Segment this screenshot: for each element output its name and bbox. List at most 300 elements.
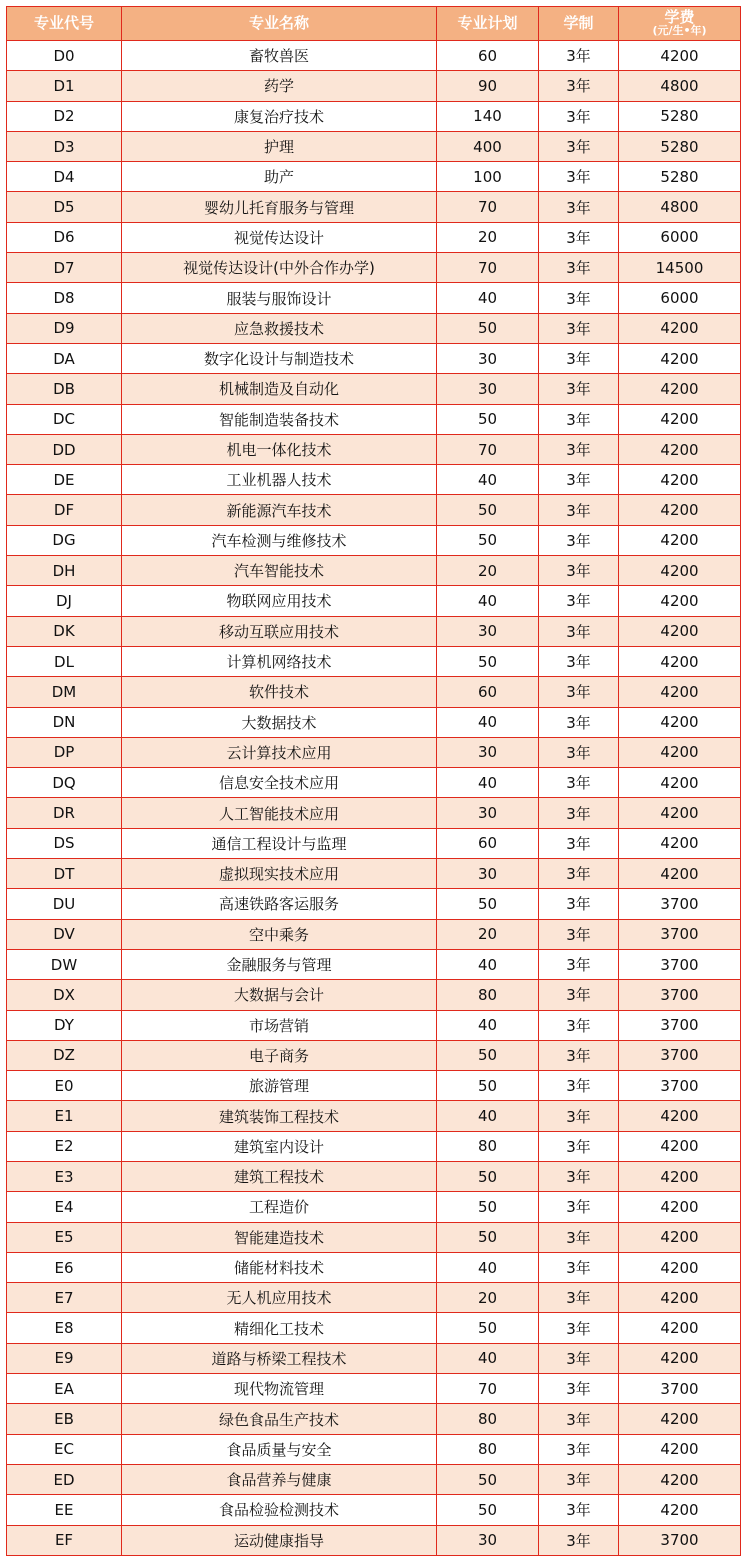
cell-code: DW [7,949,122,979]
cell-duration: 3年 [539,131,619,161]
cell-plan: 80 [437,980,539,1010]
table-row [7,677,741,707]
cell-fee: 4200 [619,768,741,798]
table-row [7,1161,741,1191]
cell-name: 市场营销 [122,1010,437,1040]
cell-fee: 4200 [619,41,741,71]
cell-fee: 5280 [619,101,741,131]
cell-code: E0 [7,1071,122,1101]
cell-fee: 3700 [619,1010,741,1040]
cell-name: 药学 [122,71,437,101]
cell-fee: 3700 [619,949,741,979]
header-name: 专业名称 [122,7,437,41]
cell-code: DM [7,677,122,707]
cell-code: D7 [7,253,122,283]
cell-fee: 4200 [619,616,741,646]
cell-name: 视觉传达设计(中外合作办学) [122,253,437,283]
table-row [7,1464,741,1494]
cell-plan: 40 [437,283,539,313]
cell-code: DZ [7,1040,122,1070]
table-row [7,1525,741,1555]
cell-name: 智能制造装备技术 [122,404,437,434]
cell-code: DH [7,556,122,586]
table-row [7,192,741,222]
cell-duration: 3年 [539,313,619,343]
cell-plan: 50 [437,404,539,434]
cell-duration: 3年 [539,1464,619,1494]
cell-name: 建筑室内设计 [122,1131,437,1161]
cell-code: DC [7,404,122,434]
cell-duration: 3年 [539,1525,619,1555]
cell-code: E7 [7,1283,122,1313]
cell-duration: 3年 [539,768,619,798]
cell-name: 数字化设计与制造技术 [122,343,437,373]
cell-plan: 50 [437,1192,539,1222]
table-row [7,434,741,464]
header-fee-unit: (元/生•年) [652,24,707,37]
cell-code: D1 [7,71,122,101]
cell-plan: 40 [437,1252,539,1282]
cell-code: DT [7,859,122,889]
cell-duration: 3年 [539,1101,619,1131]
table-row [7,131,741,161]
majors-table-container [6,6,740,1556]
table-row [7,616,741,646]
cell-name: 金融服务与管理 [122,949,437,979]
cell-fee: 6000 [619,283,741,313]
cell-plan: 80 [437,1131,539,1161]
cell-duration: 3年 [539,1071,619,1101]
cell-plan: 50 [437,525,539,555]
cell-code: DR [7,798,122,828]
cell-duration: 3年 [539,859,619,889]
cell-duration: 3年 [539,1040,619,1070]
cell-plan: 30 [437,737,539,767]
cell-plan: 70 [437,192,539,222]
cell-fee: 3700 [619,1071,741,1101]
cell-code: EA [7,1374,122,1404]
cell-fee: 4200 [619,434,741,464]
cell-plan: 140 [437,101,539,131]
cell-duration: 3年 [539,1010,619,1040]
cell-name: 食品检验检测技术 [122,1495,437,1525]
cell-name: 应急救援技术 [122,313,437,343]
cell-plan: 60 [437,828,539,858]
cell-name: 信息安全技术应用 [122,768,437,798]
cell-plan: 100 [437,162,539,192]
cell-plan: 20 [437,1283,539,1313]
cell-code: DG [7,525,122,555]
cell-fee: 4200 [619,1192,741,1222]
table-row [7,889,741,919]
cell-code: EE [7,1495,122,1525]
cell-name: 云计算技术应用 [122,737,437,767]
cell-fee: 4200 [619,737,741,767]
cell-code: D5 [7,192,122,222]
cell-name: 移动互联应用技术 [122,616,437,646]
cell-code: DB [7,374,122,404]
cell-name: 护理 [122,131,437,161]
cell-plan: 80 [437,1434,539,1464]
cell-duration: 3年 [539,374,619,404]
cell-duration: 3年 [539,556,619,586]
table-row [7,283,741,313]
cell-duration: 3年 [539,1252,619,1282]
cell-plan: 20 [437,556,539,586]
table-row [7,1434,741,1464]
cell-name: 大数据技术 [122,707,437,737]
cell-fee: 3700 [619,889,741,919]
table-row [7,41,741,71]
cell-code: DU [7,889,122,919]
cell-plan: 30 [437,798,539,828]
cell-plan: 30 [437,343,539,373]
cell-plan: 30 [437,859,539,889]
cell-plan: 40 [437,768,539,798]
cell-code: D0 [7,41,122,71]
cell-fee: 4200 [619,707,741,737]
cell-duration: 3年 [539,798,619,828]
table-row [7,495,741,525]
cell-fee: 4200 [619,1161,741,1191]
table-row [7,253,741,283]
cell-duration: 3年 [539,1374,619,1404]
cell-code: DD [7,434,122,464]
cell-code: E6 [7,1252,122,1282]
cell-code: E3 [7,1161,122,1191]
cell-plan: 50 [437,1495,539,1525]
cell-duration: 3年 [539,1283,619,1313]
header-fee-label: 学费 [664,8,695,26]
cell-code: DQ [7,768,122,798]
cell-fee: 4200 [619,465,741,495]
header-plan: 专业计划 [437,7,539,41]
cell-plan: 20 [437,222,539,252]
cell-fee: 4200 [619,677,741,707]
cell-duration: 3年 [539,41,619,71]
cell-name: 汽车检测与维修技术 [122,525,437,555]
cell-name: 道路与桥梁工程技术 [122,1343,437,1373]
cell-plan: 50 [437,646,539,676]
cell-code: DK [7,616,122,646]
cell-fee: 5280 [619,131,741,161]
cell-fee: 4200 [619,556,741,586]
cell-duration: 3年 [539,465,619,495]
cell-name: 食品营养与健康 [122,1464,437,1494]
cell-name: 建筑装饰工程技术 [122,1101,437,1131]
cell-duration: 3年 [539,949,619,979]
header-code: 专业代号 [7,7,122,41]
cell-duration: 3年 [539,1495,619,1525]
cell-name: 汽车智能技术 [122,556,437,586]
cell-duration: 3年 [539,253,619,283]
cell-plan: 90 [437,71,539,101]
header-duration: 学制 [539,7,619,41]
cell-fee: 4200 [619,495,741,525]
cell-name: 运动健康指导 [122,1525,437,1555]
cell-duration: 3年 [539,1404,619,1434]
cell-name: 虚拟现实技术应用 [122,859,437,889]
cell-name: 机械制造及自动化 [122,374,437,404]
table-row [7,1101,741,1131]
cell-fee: 4200 [619,525,741,555]
cell-duration: 3年 [539,434,619,464]
cell-fee: 4200 [619,1131,741,1161]
cell-name: 畜牧兽医 [122,41,437,71]
cell-duration: 3年 [539,1343,619,1373]
cell-code: E2 [7,1131,122,1161]
cell-fee: 5280 [619,162,741,192]
table-row [7,162,741,192]
cell-code: E9 [7,1343,122,1373]
cell-fee: 4200 [619,586,741,616]
cell-duration: 3年 [539,677,619,707]
cell-code: DS [7,828,122,858]
cell-code: DY [7,1010,122,1040]
cell-name: 旅游管理 [122,1071,437,1101]
header-fee [619,7,741,41]
cell-plan: 50 [437,313,539,343]
cell-name: 计算机网络技术 [122,646,437,676]
table-row [7,1222,741,1252]
cell-code: D4 [7,162,122,192]
cell-code: DE [7,465,122,495]
cell-plan: 70 [437,434,539,464]
table-row [7,1010,741,1040]
cell-duration: 3年 [539,222,619,252]
cell-fee: 4200 [619,1434,741,1464]
cell-plan: 40 [437,1343,539,1373]
cell-fee: 4200 [619,1222,741,1252]
cell-duration: 3年 [539,71,619,101]
cell-code: EC [7,1434,122,1464]
cell-code: DX [7,980,122,1010]
cell-fee: 4200 [619,1313,741,1343]
cell-name: 婴幼儿托育服务与管理 [122,192,437,222]
cell-name: 绿色食品生产技术 [122,1404,437,1434]
table-row [7,1040,741,1070]
cell-plan: 30 [437,616,539,646]
cell-plan: 50 [437,495,539,525]
table-row [7,525,741,555]
cell-plan: 50 [437,1040,539,1070]
cell-plan: 40 [437,1101,539,1131]
cell-plan: 40 [437,586,539,616]
table-row [7,1374,741,1404]
cell-fee: 4200 [619,859,741,889]
cell-fee: 3700 [619,980,741,1010]
cell-fee: 3700 [619,1040,741,1070]
cell-name: 无人机应用技术 [122,1283,437,1313]
table-row [7,586,741,616]
cell-plan: 60 [437,41,539,71]
cell-code: DF [7,495,122,525]
cell-code: DL [7,646,122,676]
cell-code: DN [7,707,122,737]
cell-duration: 3年 [539,1222,619,1252]
table-row [7,404,741,434]
cell-plan: 50 [437,1222,539,1252]
cell-fee: 3700 [619,1525,741,1555]
cell-plan: 80 [437,1404,539,1434]
cell-code: E4 [7,1192,122,1222]
table-row [7,101,741,131]
cell-fee: 4200 [619,828,741,858]
cell-duration: 3年 [539,1313,619,1343]
table-row [7,343,741,373]
cell-fee: 3700 [619,919,741,949]
cell-fee: 4200 [619,1101,741,1131]
cell-plan: 40 [437,707,539,737]
table-row [7,556,741,586]
cell-duration: 3年 [539,495,619,525]
table-row [7,980,741,1010]
cell-code: E8 [7,1313,122,1343]
cell-duration: 3年 [539,1192,619,1222]
cell-duration: 3年 [539,586,619,616]
table-row [7,828,741,858]
table-row [7,768,741,798]
table-row [7,465,741,495]
cell-fee: 4200 [619,1252,741,1282]
table-row [7,1252,741,1282]
cell-plan: 70 [437,1374,539,1404]
cell-fee: 4200 [619,343,741,373]
cell-code: EF [7,1525,122,1555]
cell-fee: 4200 [619,646,741,676]
table-row [7,859,741,889]
cell-duration: 3年 [539,192,619,222]
table-row [7,1192,741,1222]
cell-duration: 3年 [539,828,619,858]
cell-name: 通信工程设计与监理 [122,828,437,858]
table-row [7,313,741,343]
cell-name: 软件技术 [122,677,437,707]
cell-plan: 40 [437,1010,539,1040]
cell-code: D6 [7,222,122,252]
cell-name: 现代物流管理 [122,1374,437,1404]
cell-duration: 3年 [539,162,619,192]
cell-code: E1 [7,1101,122,1131]
cell-name: 新能源汽车技术 [122,495,437,525]
cell-fee: 4800 [619,192,741,222]
cell-name: 工程造价 [122,1192,437,1222]
cell-code: DA [7,343,122,373]
cell-duration: 3年 [539,980,619,1010]
cell-code: D9 [7,313,122,343]
table-row [7,71,741,101]
table-row [7,919,741,949]
cell-duration: 3年 [539,283,619,313]
cell-code: E5 [7,1222,122,1252]
table-row [7,949,741,979]
cell-fee: 4200 [619,1495,741,1525]
cell-fee: 3700 [619,1374,741,1404]
cell-name: 建筑工程技术 [122,1161,437,1191]
cell-name: 储能材料技术 [122,1252,437,1282]
cell-duration: 3年 [539,646,619,676]
cell-plan: 50 [437,1464,539,1494]
cell-duration: 3年 [539,616,619,646]
cell-plan: 50 [437,1071,539,1101]
table-row [7,1313,741,1343]
cell-name: 康复治疗技术 [122,101,437,131]
cell-name: 视觉传达设计 [122,222,437,252]
cell-plan: 70 [437,253,539,283]
cell-duration: 3年 [539,919,619,949]
cell-fee: 4200 [619,313,741,343]
cell-name: 物联网应用技术 [122,586,437,616]
table-header-row [7,7,741,41]
table-row [7,1495,741,1525]
cell-name: 助产 [122,162,437,192]
table-row [7,1404,741,1434]
cell-duration: 3年 [539,343,619,373]
table-row [7,646,741,676]
cell-fee: 4800 [619,71,741,101]
cell-code: EB [7,1404,122,1434]
cell-plan: 30 [437,374,539,404]
cell-code: D3 [7,131,122,161]
table-row [7,707,741,737]
cell-name: 机电一体化技术 [122,434,437,464]
cell-duration: 3年 [539,1131,619,1161]
table-row [7,1131,741,1161]
cell-duration: 3年 [539,1161,619,1191]
cell-fee: 4200 [619,1283,741,1313]
cell-name: 工业机器人技术 [122,465,437,495]
cell-name: 大数据与会计 [122,980,437,1010]
cell-name: 人工智能技术应用 [122,798,437,828]
cell-name: 食品质量与安全 [122,1434,437,1464]
table-row [7,737,741,767]
cell-duration: 3年 [539,101,619,131]
cell-duration: 3年 [539,707,619,737]
cell-duration: 3年 [539,1434,619,1464]
cell-fee: 4200 [619,1404,741,1434]
cell-fee: 4200 [619,374,741,404]
cell-code: DP [7,737,122,767]
cell-name: 高速铁路客运服务 [122,889,437,919]
cell-plan: 30 [437,1525,539,1555]
cell-fee: 14500 [619,253,741,283]
cell-plan: 50 [437,1313,539,1343]
cell-fee: 6000 [619,222,741,252]
cell-plan: 40 [437,949,539,979]
cell-plan: 50 [437,1161,539,1191]
cell-plan: 60 [437,677,539,707]
cell-plan: 50 [437,889,539,919]
cell-fee: 4200 [619,404,741,434]
table-body [7,41,741,1556]
cell-name: 精细化工技术 [122,1313,437,1343]
cell-plan: 400 [437,131,539,161]
table-row [7,222,741,252]
table-row [7,374,741,404]
cell-fee: 4200 [619,1464,741,1494]
cell-code: D2 [7,101,122,131]
cell-code: DJ [7,586,122,616]
cell-plan: 40 [437,465,539,495]
cell-code: D8 [7,283,122,313]
cell-plan: 20 [437,919,539,949]
cell-code: DV [7,919,122,949]
cell-duration: 3年 [539,889,619,919]
cell-duration: 3年 [539,737,619,767]
cell-duration: 3年 [539,525,619,555]
cell-fee: 4200 [619,1343,741,1373]
table-row [7,1343,741,1373]
